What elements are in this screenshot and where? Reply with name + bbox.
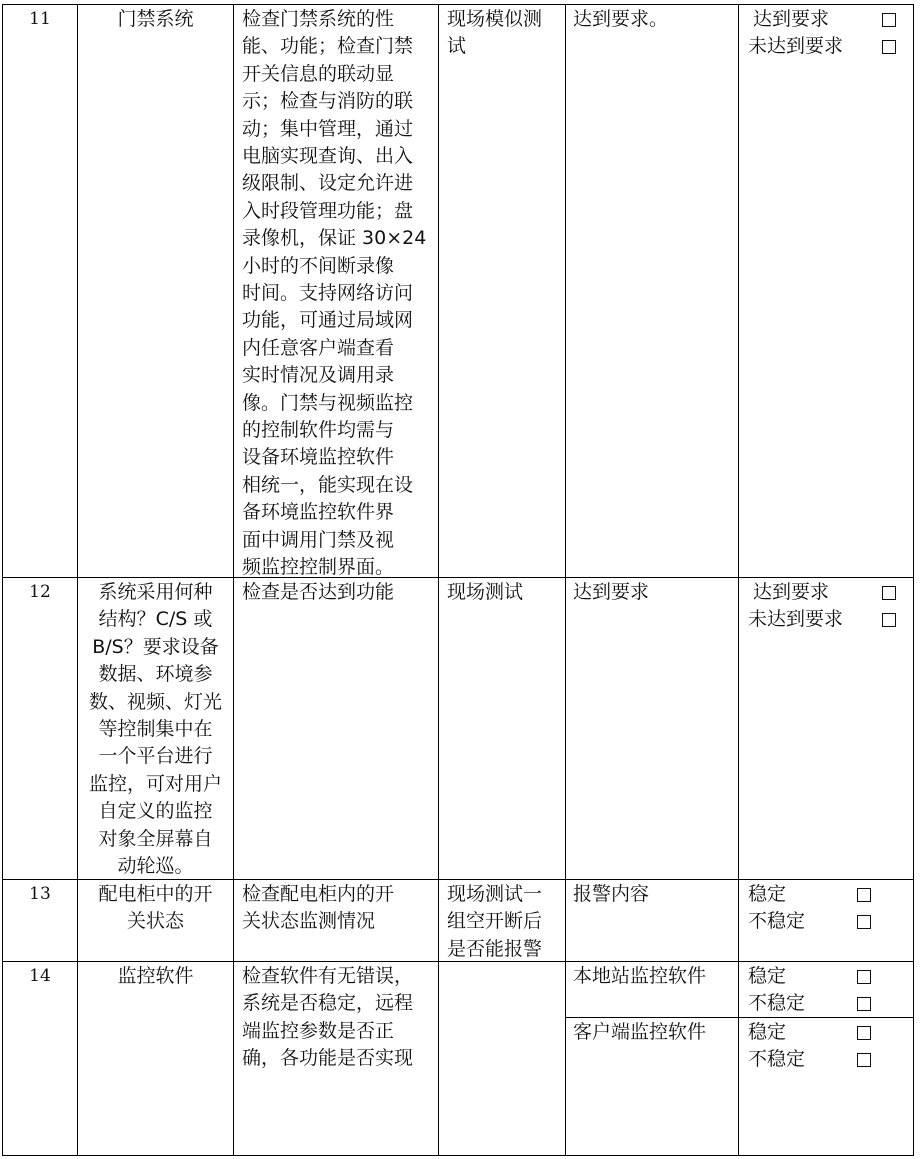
row-number: 11 <box>29 9 51 29</box>
content-line: 频监控控制界面。 <box>242 556 395 578</box>
checkbox-icon[interactable] <box>857 997 871 1011</box>
content-line: 能、功能；检查门禁 <box>242 35 414 58</box>
checkbox-icon[interactable] <box>882 13 896 27</box>
item-line: 动轮巡。 <box>117 855 194 877</box>
content-line: 检查门禁系统的性 <box>242 8 395 30</box>
content-line: 关状态监测情况 <box>242 910 376 933</box>
row-number: 14 <box>29 966 51 986</box>
item-line: 自定义的监控 <box>98 800 213 823</box>
content-line: 小时的不间断录像 <box>242 254 395 277</box>
row-number: 12 <box>29 582 51 602</box>
checkbox-icon[interactable] <box>857 1026 871 1040</box>
table-top-border <box>2 4 914 5</box>
standard-line: 本地站监控软件 <box>573 965 707 987</box>
content-line: 检查软件有无错误， <box>242 965 414 987</box>
row-number: 13 <box>29 884 51 904</box>
checkbox-icon[interactable] <box>857 915 871 929</box>
method-line: 试 <box>447 35 467 58</box>
row-divider <box>2 577 914 578</box>
content-line: 面中调用门禁及视 <box>242 528 395 551</box>
content-line: 系统是否稳定，远程 <box>242 992 414 1015</box>
content-line: 级限制、设定允许进 <box>242 172 414 195</box>
item-line: 一个平台进行 <box>98 745 213 768</box>
checkbox-icon[interactable] <box>857 970 871 984</box>
content-line: 端监控参数是否正 <box>242 1019 395 1042</box>
option-label: 未达到要求 <box>748 35 844 58</box>
content-line: 检查配电柜内的开 <box>242 883 395 905</box>
content-line: 动；集中管理，通过 <box>242 117 414 140</box>
item-line: 数据、环境参 <box>98 663 213 686</box>
method-line: 组空开断后 <box>447 910 543 933</box>
option-label: 达到要求 <box>753 581 830 603</box>
item-line: 配电柜中的开 <box>98 883 213 905</box>
option-label: 稳定 <box>748 1021 787 1043</box>
sub-row-divider <box>565 1017 914 1018</box>
col-border <box>565 4 566 1156</box>
content-line: 功能，可通过局域网 <box>242 309 414 332</box>
checkbox-icon[interactable] <box>857 888 871 902</box>
content-line: 确，各功能是否实现 <box>242 1047 414 1070</box>
content-line: 内任意客户端查看 <box>242 336 395 359</box>
table-bottom-border <box>2 1155 914 1156</box>
content-line: 时间。支持网络访问 <box>242 282 414 304</box>
content-line: 像。门禁与视频监控 <box>242 391 414 414</box>
col-border <box>913 4 914 1156</box>
item-line: 监控，可对用户 <box>88 772 222 795</box>
content-line: 录像机，保证 30×24 <box>242 227 427 250</box>
method-line: 是否能报警 <box>447 937 543 960</box>
content-line: 检查是否达到功能 <box>242 581 395 603</box>
option-label: 不稳定 <box>748 910 806 933</box>
option-label: 达到要求 <box>753 8 830 30</box>
option-label: 不稳定 <box>748 1048 806 1071</box>
content-line: 电脑实现查询、出入 <box>242 145 414 167</box>
method-line: 现场模似测 <box>447 8 543 30</box>
method-line: 现场测试 <box>447 581 524 603</box>
item-line: 系统采用何种 <box>98 581 213 603</box>
col-border <box>438 4 439 1156</box>
checkbox-icon[interactable] <box>882 613 896 627</box>
standard-line: 报警内容 <box>573 883 650 905</box>
checkbox-icon[interactable] <box>882 586 896 600</box>
standard-line: 客户端监控软件 <box>573 1021 707 1043</box>
content-line: 开关信息的联动显 <box>242 62 395 85</box>
content-line: 实时情况及调用录 <box>242 364 395 387</box>
item-line: 监控软件 <box>117 965 194 987</box>
option-label: 未达到要求 <box>748 608 844 631</box>
item-line: 结构？C/S 或 <box>98 608 213 631</box>
content-line: 备环境监控软件界 <box>242 501 395 524</box>
checkbox-icon[interactable] <box>882 40 896 54</box>
content-line: 设备环境监控软件 <box>242 446 395 469</box>
item-line: 等控制集中在 <box>98 718 213 740</box>
content-line: 的控制软件均需与 <box>242 419 395 441</box>
standard-line: 达到要求 <box>573 581 650 603</box>
content-line: 入时段管理功能；盘 <box>242 199 414 222</box>
option-label: 稳定 <box>748 883 787 905</box>
item-line: 门禁系统 <box>117 8 194 30</box>
option-label: 稳定 <box>748 965 787 987</box>
col-border <box>738 4 739 1156</box>
item-line: 数、视频、灯光 <box>88 690 222 713</box>
item-line: B/S？要求设备 <box>92 635 219 658</box>
content-line: 相统一，能实现在设 <box>242 473 414 496</box>
checkbox-icon[interactable] <box>857 1053 871 1067</box>
standard-line: 达到要求。 <box>573 8 669 30</box>
option-label: 不稳定 <box>748 992 806 1015</box>
item-line: 对象全屏幕自 <box>98 827 213 850</box>
content-line: 示；检查与消防的联 <box>242 90 414 113</box>
col-border <box>233 4 234 1156</box>
item-line: 关状态 <box>126 910 184 933</box>
method-line: 现场测试一 <box>447 883 543 905</box>
